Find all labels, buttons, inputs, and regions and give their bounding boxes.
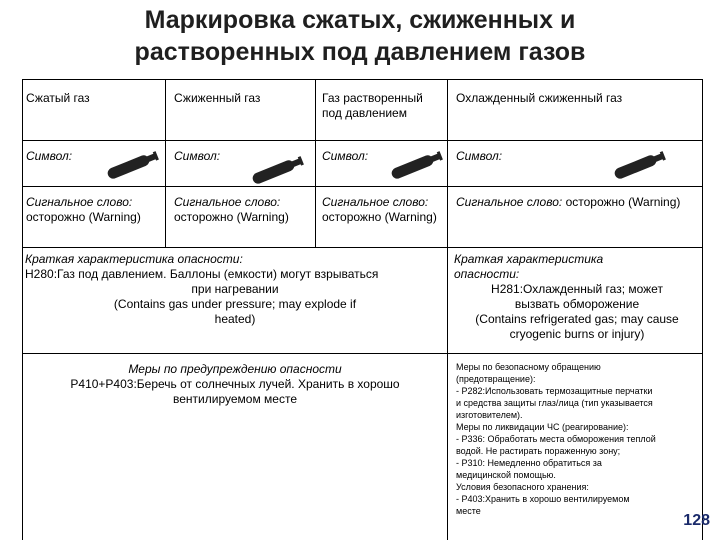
signal-word-liquefied: [174, 195, 314, 225]
header-dissolved-gas: Газ растворенный под давлением: [322, 91, 423, 120]
signal-word-value: осторожно (Warning): [322, 210, 437, 224]
signal-word-label: Сигнальное слово:: [174, 195, 281, 209]
precaution-line: Условия безопасного хранения:: [456, 482, 589, 492]
hazard-text: (Contains gas under pressure; may explode if: [113, 297, 357, 311]
precaution-line: - P310: Немедленно обратиться за: [456, 458, 602, 468]
precaution-line: водой. Не растирать пораженную зону;: [456, 446, 621, 456]
symbol-label: Символ:: [456, 149, 503, 163]
title-line-1: Маркировка сжатых, сжиженных и: [144, 6, 576, 34]
signal-word-dissolved: [322, 195, 442, 225]
hazard-text: heated): [214, 312, 256, 326]
precaution-text: P410+P403:Беречь от солнечных лучей. Хранить в хорошо: [70, 377, 400, 391]
signal-word-label: Сигнальное слово:: [456, 195, 563, 209]
symbol-label: Символ:: [26, 149, 73, 163]
hazard-label: Краткая характеристика опасности:: [25, 252, 243, 266]
divider: [22, 247, 703, 248]
hazard-statement-h281: [454, 252, 700, 342]
hazard-text: H281:Охлажденный газ; может: [491, 282, 663, 296]
precaution-line: - P336: Обработать места обморожения теплой: [456, 434, 656, 444]
precaution-text: вентилируемом месте: [173, 392, 297, 406]
precaution-line: Меры по ликвидации ЧС (реагирование):: [456, 422, 629, 432]
precaution-line: - P403:Хранить в хорошо вентилируемом: [456, 494, 630, 504]
symbol-label: Символ:: [174, 149, 221, 163]
gas-cylinder-icon: [245, 155, 309, 185]
divider: [22, 140, 703, 141]
header-liquefied-gas: Сжиженный газ: [174, 91, 261, 105]
gas-cylinder-icon: [384, 150, 448, 180]
divider: [22, 186, 703, 187]
hazard-label: Краткая характеристика: [454, 252, 604, 266]
divider: [22, 353, 703, 354]
signal-word-value: осторожно (Warning): [26, 210, 141, 224]
signal-word-value: осторожно (Warning): [174, 210, 289, 224]
signal-word-label: Сигнальное слово:: [26, 195, 133, 209]
hazard-text: (Contains refrigerated gas; may cause: [475, 312, 679, 326]
header-compressed-gas: Сжатый газ: [26, 91, 90, 105]
precaution-statement-left: [26, 362, 444, 407]
gas-cylinder-icon: [100, 150, 164, 180]
hazard-text: при нагревании: [191, 282, 279, 296]
page-title: [0, 4, 720, 68]
divider: [315, 80, 316, 248]
header-refrigerated-gas: Охлажденный сжиженный газ: [456, 91, 623, 105]
signal-word-refrigerated: [456, 195, 696, 210]
signal-word-label: Сигнальное слово:: [322, 195, 429, 209]
hazard-text: cryogenic burns or injury): [509, 327, 645, 341]
signal-word-value: осторожно (Warning): [565, 195, 681, 209]
precaution-line: - P282:Использовать термозащитные перчатки: [456, 386, 653, 396]
divider: [165, 80, 166, 248]
gas-cylinder-icon: [607, 150, 671, 180]
precaution-line: изготовителем).: [456, 410, 523, 420]
precaution-line: Меры по безопасному обращению: [456, 362, 601, 372]
title-line-2: растворенных под давлением газов: [134, 38, 586, 66]
page-number: 128: [683, 512, 710, 529]
precaution-line: медицинской помощью.: [456, 470, 556, 480]
divider: [447, 80, 448, 540]
signal-word-compressed: [26, 195, 164, 225]
hazard-label: опасности:: [454, 267, 520, 281]
precaution-line: (предотвращение):: [456, 374, 536, 384]
precaution-line: месте: [456, 506, 481, 516]
hazard-text: вызвать обморожение: [514, 297, 640, 311]
symbol-label: Символ:: [322, 149, 369, 163]
precaution-line: и средства защиты глаз/лица (тип указывается: [456, 398, 653, 408]
hazard-statement-h280: [25, 252, 445, 327]
precaution-statement-right: [456, 361, 696, 540]
precaution-label: Меры по предупреждению опасности: [128, 362, 342, 376]
hazard-text: H280:Газ под давлением. Баллоны (емкости) могут взрываться: [25, 267, 379, 281]
